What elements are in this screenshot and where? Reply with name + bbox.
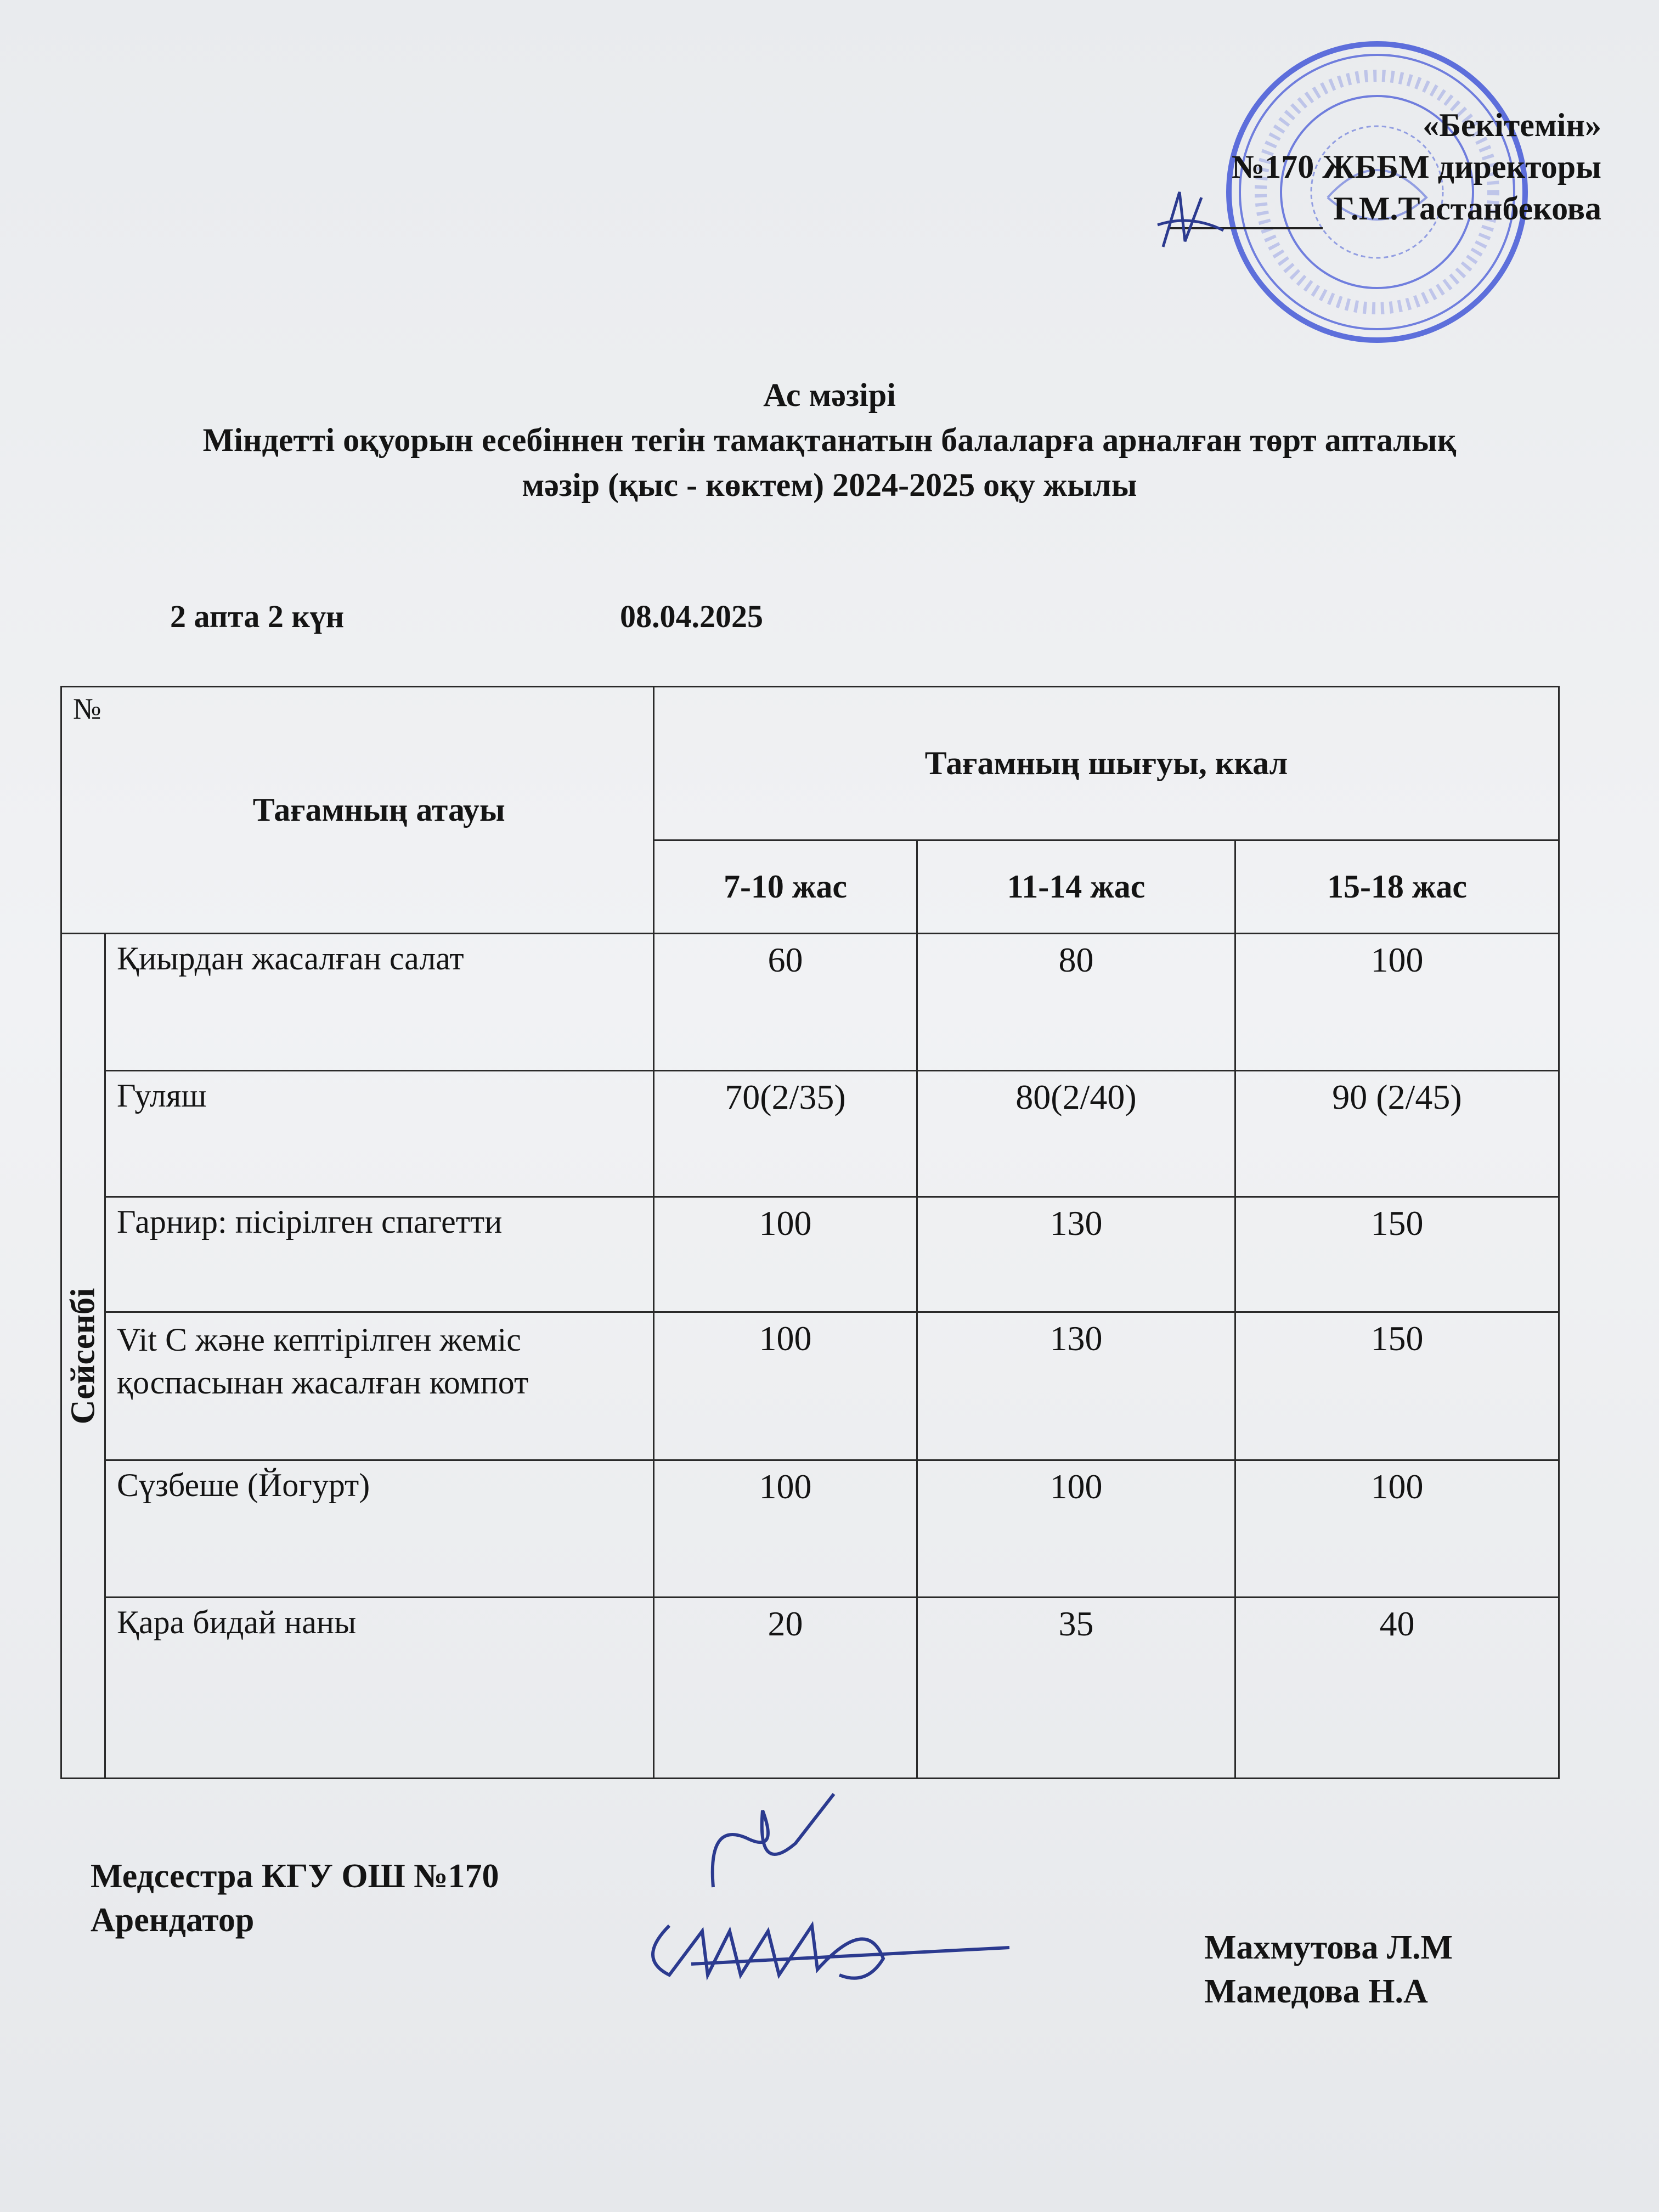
week-day-label: 2 апта 2 күн: [170, 599, 345, 634]
footer-names: [1204, 1926, 1453, 2013]
value-7-10: 100: [654, 1460, 917, 1598]
value-7-10: 70(2/35): [654, 1071, 917, 1197]
age-group-header: 15-18 жас: [1235, 840, 1559, 934]
value-15-18: 100: [1235, 1460, 1559, 1598]
approval-position: №170 ЖББМ директоры: [1232, 149, 1601, 185]
value-11-14: 130: [917, 1312, 1235, 1460]
dish-name: Қиырдан жасалған салат: [105, 934, 654, 1071]
day-label: Сейсенбі: [64, 1288, 101, 1424]
value-11-14: 100: [917, 1460, 1235, 1598]
value-15-18: 100: [1235, 934, 1559, 1071]
table-row: [61, 1071, 1559, 1197]
approval-label: «Бекітемін»: [1423, 107, 1601, 143]
value-11-14: 80(2/40): [917, 1071, 1235, 1197]
dish-name: Гуляш: [105, 1071, 654, 1197]
tenant-signature-icon: [636, 1893, 1020, 2002]
value-7-10: 20: [654, 1598, 917, 1779]
table-row: [61, 1312, 1559, 1460]
footer-role-nurse: Медсестра КГУ ОШ №170: [91, 1858, 499, 1895]
footer-roles: [91, 1854, 499, 1942]
value-15-18: 150: [1235, 1197, 1559, 1312]
approval-name: Г.М.Тастанбекова: [1333, 190, 1601, 227]
name-header: Тағамның атауы: [105, 687, 654, 934]
date-label: 08.04.2025: [620, 599, 763, 634]
value-7-10: 60: [654, 934, 917, 1071]
page-title: Ас мәзірі: [763, 377, 896, 413]
age-group-header: 7-10 жас: [654, 840, 917, 934]
page-subtitle: Міндетті оқуорын есебіннен тегін тамақтанатын балаларға арналған төрт апталық: [202, 422, 1457, 458]
page-subtitle-2: мәзір (қыс - көктем) 2024-2025 оқу жылы: [522, 467, 1137, 503]
table-row: [61, 1598, 1559, 1779]
age-group-header: 11-14 жас: [917, 840, 1235, 934]
num-header: №: [61, 687, 105, 934]
table-row: [61, 934, 1559, 1071]
day-cell: [61, 934, 105, 1779]
value-15-18: 90 (2/45): [1235, 1071, 1559, 1197]
table-header-row: [61, 687, 1559, 840]
nurse-signature-icon: [697, 1788, 861, 1909]
footer-role-tenant: Арендатор: [91, 1901, 255, 1939]
value-15-18: 40: [1235, 1598, 1559, 1779]
value-15-18: 150: [1235, 1312, 1559, 1460]
director-signature-icon: [1147, 181, 1234, 263]
dish-name: Vit C және кептірілген жеміс қоспасынан жасалған компот: [105, 1312, 654, 1460]
value-7-10: 100: [654, 1197, 917, 1312]
footer-name-tenant: Мамедова Н.А: [1204, 1973, 1428, 2010]
footer-name-nurse: Махмутова Л.М: [1204, 1929, 1453, 1966]
value-11-14: 80: [917, 934, 1235, 1071]
value-11-14: 130: [917, 1197, 1235, 1312]
dish-name: Гарнир: пісірілген спагетти: [105, 1197, 654, 1312]
yield-header: Тағамның шығуы, ккал: [654, 687, 1559, 840]
menu-table: [60, 686, 1560, 1779]
dish-name: Қара бидай наны: [105, 1598, 654, 1779]
value-7-10: 100: [654, 1312, 917, 1460]
dish-name: Сүзбеше (Йогурт): [105, 1460, 654, 1598]
table-row: [61, 1460, 1559, 1598]
table-row: [61, 1197, 1559, 1312]
value-11-14: 35: [917, 1598, 1235, 1779]
